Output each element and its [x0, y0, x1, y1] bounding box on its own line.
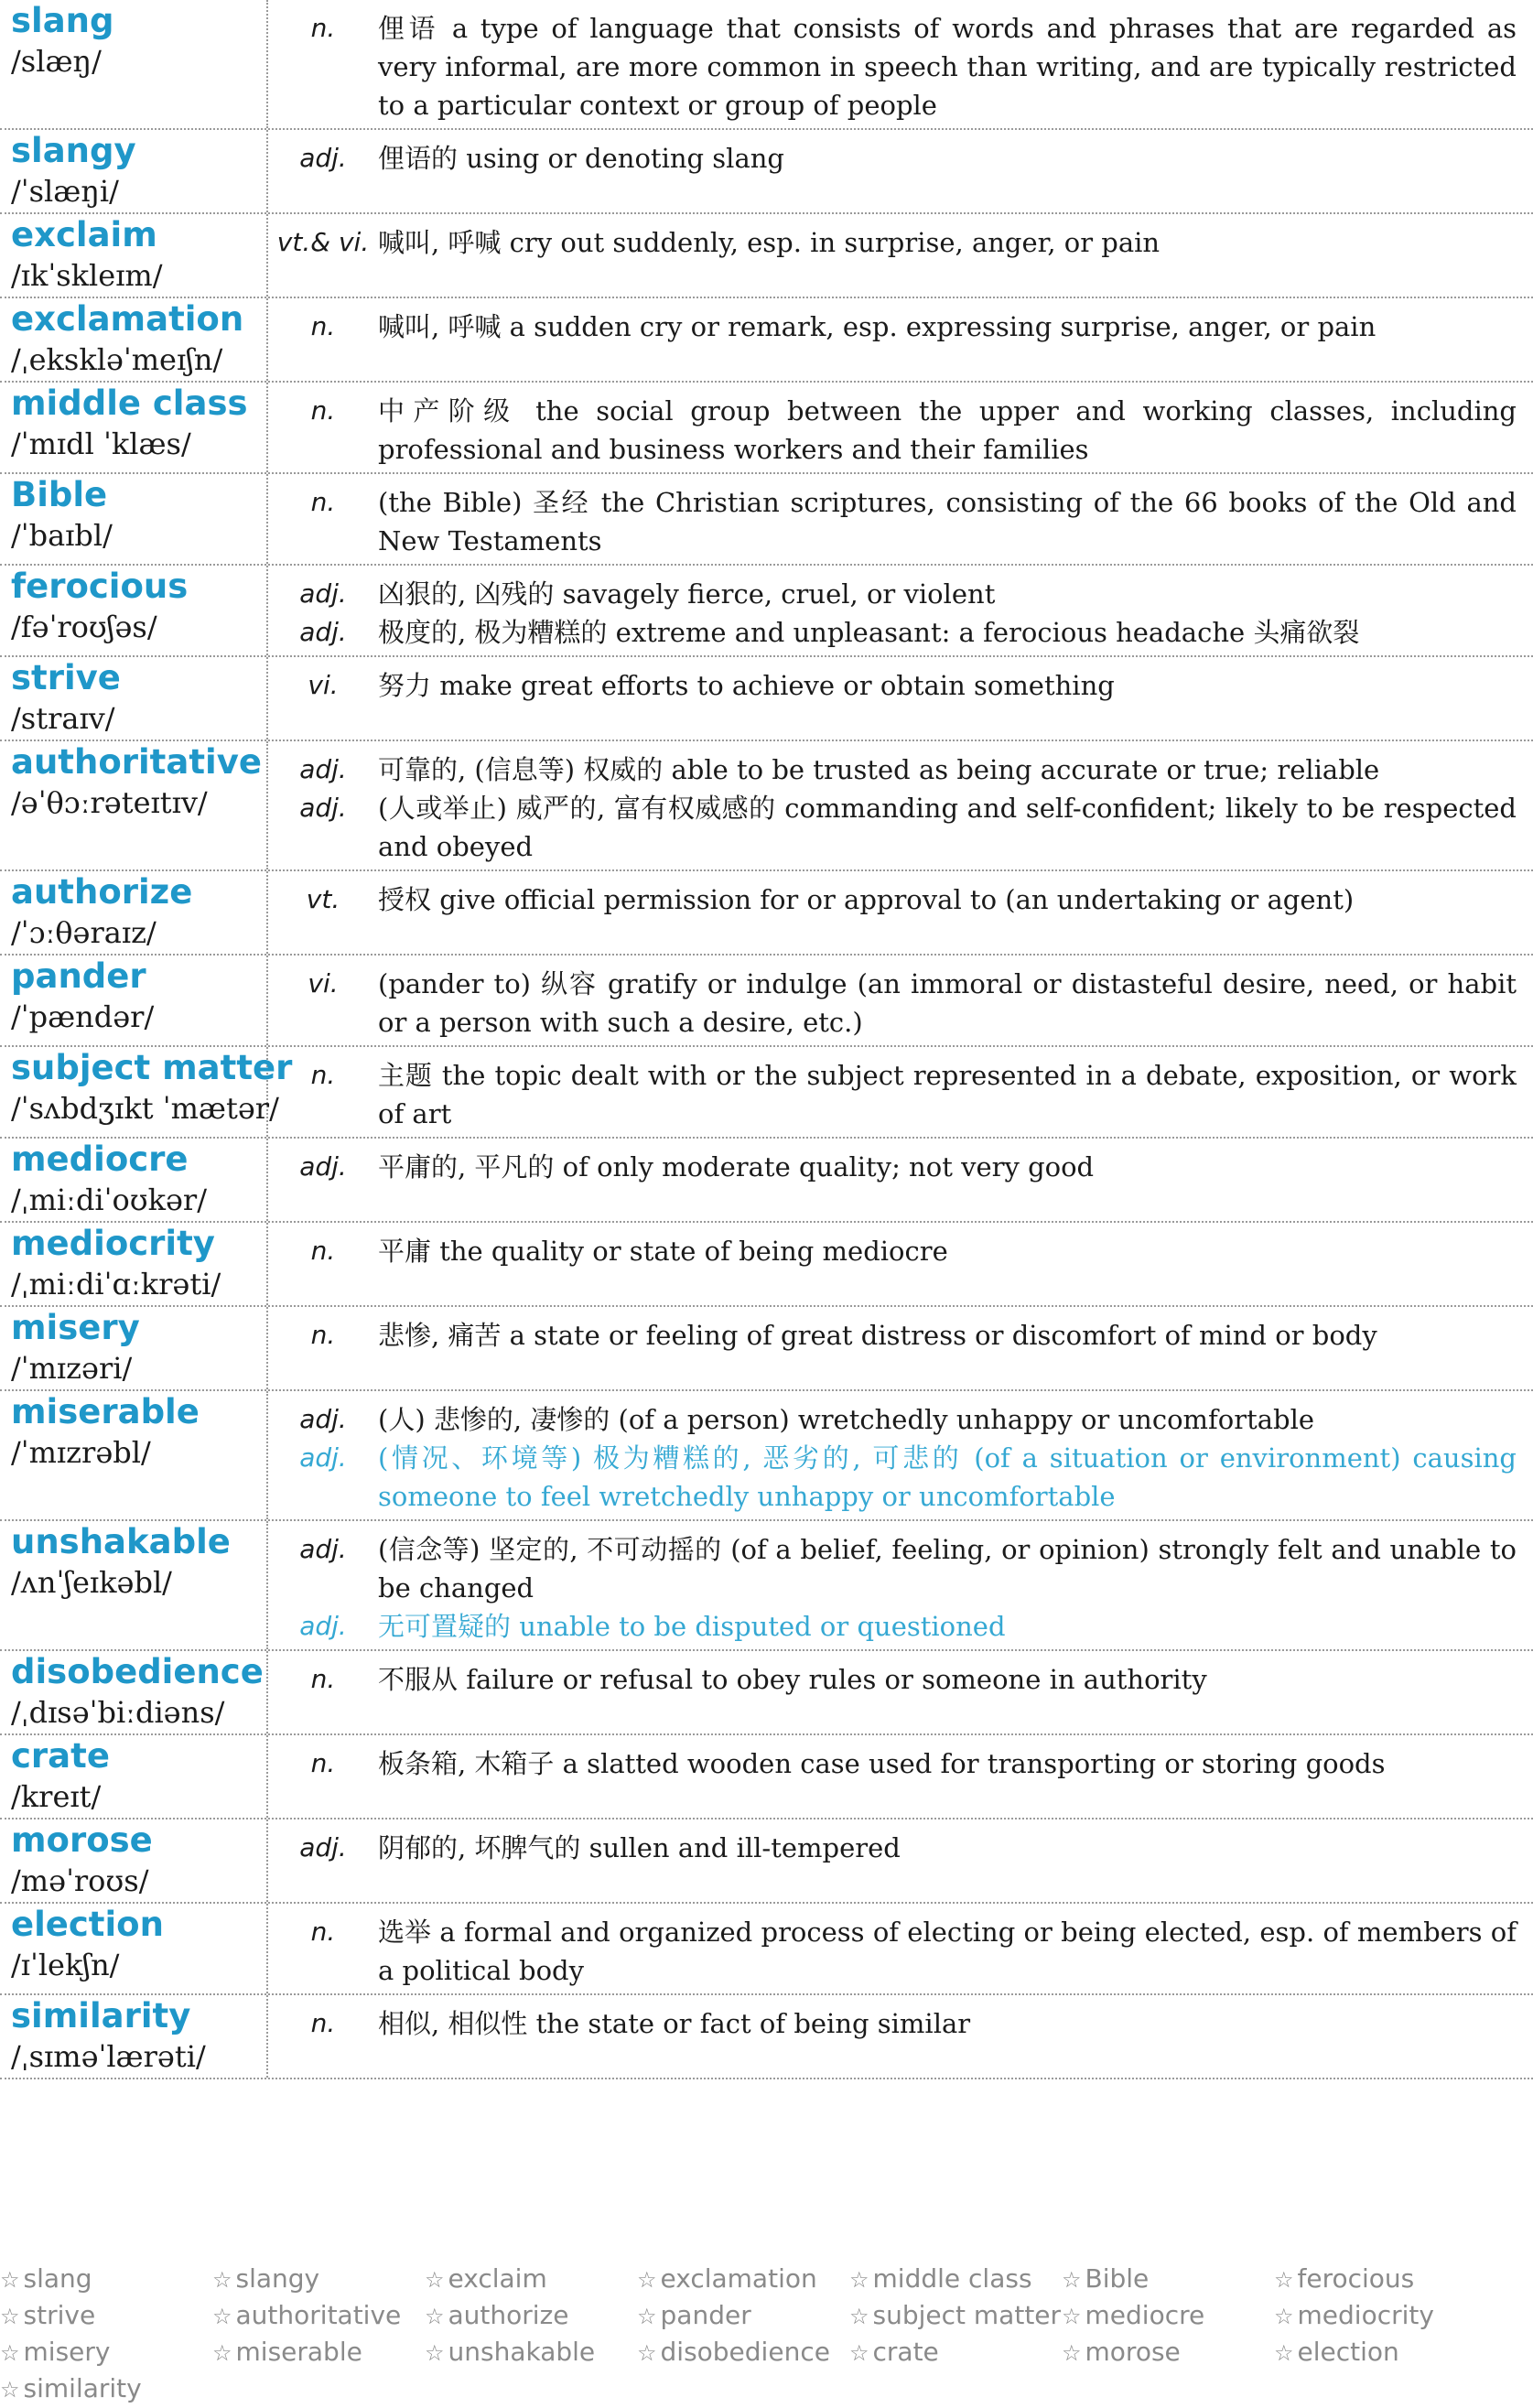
sense — [268, 750, 1517, 789]
part-of-speech: n. — [310, 1060, 336, 1090]
sense — [268, 789, 1517, 866]
part-of-speech: adj. — [299, 754, 347, 784]
definition-text: 俚语的 using or denoting slang — [378, 143, 784, 174]
word-cell — [0, 1521, 268, 1649]
entry-row — [0, 1307, 1533, 1391]
checklist-word: slang — [23, 2263, 92, 2294]
checklist-item[interactable] — [849, 2297, 1062, 2334]
headword: morose — [11, 1820, 153, 1860]
checklist-row — [0, 2297, 1533, 2334]
phonetic: /ˈslæŋi/ — [11, 174, 119, 209]
checklist-word: exclaim — [448, 2263, 547, 2294]
phonetic: /ˌmiːdiˈɑːkrəti/ — [11, 1267, 221, 1301]
star-icon: ☆ — [637, 2267, 657, 2293]
definition-cell — [268, 1307, 1533, 1389]
star-icon: ☆ — [1274, 2304, 1294, 2329]
checklist-item[interactable] — [425, 2334, 637, 2370]
checklist-item[interactable] — [637, 2334, 849, 2370]
definition-text: (人或举止) 威严的, 富有权威感的 commanding and self-confident; likely to be respected and obeyed — [378, 793, 1517, 862]
sense — [268, 666, 1517, 705]
headword: Bible — [11, 475, 108, 514]
definition-cell — [268, 1735, 1533, 1818]
definition-text: (情况、环境等) 极为糟糕的, 恶劣的, 可悲的 (of a situation or environment) causing someone to feel wretchedly unhappy or uncomfortable — [378, 1442, 1517, 1512]
checklist-item[interactable] — [1274, 2297, 1486, 2334]
star-icon: ☆ — [849, 2340, 869, 2366]
part-of-speech: vt. — [306, 884, 340, 914]
headword: exclamation — [11, 299, 244, 339]
definition-text: 不服从 failure or refusal to obey rules or someone in authority — [378, 1664, 1207, 1695]
sense — [268, 1660, 1517, 1699]
word-cell — [0, 1307, 268, 1389]
checklist-word: election — [1297, 2337, 1399, 2367]
word-cell — [0, 1047, 293, 1137]
checklist-item[interactable] — [1274, 2334, 1486, 2370]
entry-row — [0, 871, 1533, 956]
checklist-word: morose — [1085, 2337, 1181, 2367]
phonetic: /ˈɔːθəraɪz/ — [11, 915, 157, 950]
definition-text: 选举 a formal and organized process of electing or being elected, esp. of members of a political body — [378, 1917, 1517, 1986]
sense — [268, 1913, 1517, 1990]
part-of-speech: n. — [310, 1320, 336, 1350]
part-of-speech: n. — [310, 13, 336, 43]
headword: election — [11, 1905, 164, 1944]
word-cell — [0, 956, 268, 1045]
checklist-word: authorize — [448, 2300, 569, 2330]
part-of-speech: adj. — [299, 1611, 347, 1641]
part-of-speech: vt.& vi. — [276, 227, 370, 257]
part-of-speech: adj. — [299, 1442, 347, 1473]
part-of-speech: n. — [310, 1917, 336, 1947]
definition-text: (信念等) 坚定的, 不可动摇的 (of a belief, feeling, or opinion) strongly felt and unable to be changed — [378, 1534, 1517, 1604]
headword: pander — [11, 956, 146, 996]
part-of-speech: n. — [310, 311, 336, 341]
sense — [268, 1148, 1517, 1186]
definition-cell — [268, 1047, 1533, 1137]
word-cell — [0, 1223, 268, 1305]
definition-cell — [268, 956, 1533, 1045]
definition-cell — [268, 214, 1533, 297]
part-of-speech: n. — [310, 1664, 336, 1694]
star-icon: ☆ — [1062, 2267, 1082, 2293]
checklist-word: pander — [660, 2300, 751, 2330]
entry-row — [0, 1651, 1533, 1735]
definition-cell — [268, 1904, 1533, 1993]
part-of-speech: adj. — [299, 1151, 347, 1182]
entry-row — [0, 298, 1533, 383]
phonetic: /ˌsɪməˈlærəti/ — [11, 2039, 206, 2074]
definition-text: 相似, 相似性 the state or fact of being similar — [378, 2008, 971, 2039]
phonetic: /ˈpændər/ — [11, 999, 155, 1034]
entry-row — [0, 383, 1533, 474]
entry-row — [0, 0, 1533, 130]
headword: authorize — [11, 872, 193, 912]
star-icon: ☆ — [0, 2377, 20, 2403]
checklist-item[interactable] — [425, 2297, 637, 2334]
sense — [268, 1400, 1517, 1439]
definition-cell — [268, 0, 1533, 128]
phonetic: /ˈbaɪbl/ — [11, 518, 113, 553]
checklist-word: misery — [23, 2337, 111, 2367]
star-icon: ☆ — [849, 2304, 869, 2329]
definition-text: 凶狠的, 凶残的 savagely fierce, cruel, or violent — [378, 578, 996, 610]
definition-text: 可靠的, (信息等) 权威的 able to be trusted as being accurate or true; reliable — [378, 754, 1380, 785]
phonetic: /straɪv/ — [11, 701, 115, 736]
entry-row — [0, 1391, 1533, 1521]
definition-cell — [268, 1139, 1533, 1221]
definition-cell — [268, 130, 1533, 212]
phonetic: /ˈmɪdl ˈklæs/ — [11, 427, 191, 461]
definition-text: (the Bible) 圣经 the Christian scriptures, consisting of the 66 books of the Old and New Testaments — [378, 487, 1517, 556]
word-cell — [0, 1391, 268, 1519]
part-of-speech: n. — [310, 395, 336, 426]
checklist-word: mediocrity — [1297, 2300, 1434, 2330]
checklist-word: ferocious — [1297, 2263, 1415, 2294]
checklist-word: Bible — [1085, 2263, 1150, 2294]
definition-cell — [268, 1819, 1533, 1902]
sense — [268, 1530, 1517, 1607]
phonetic: /ˈsʌbdʒɪkt ˈmætər/ — [11, 1091, 279, 1126]
sense — [268, 1829, 1517, 1867]
definition-cell — [268, 1391, 1533, 1519]
entry-row — [0, 1521, 1533, 1651]
phonetic: /ɪkˈskleɪm/ — [11, 258, 163, 293]
sense — [268, 965, 1517, 1042]
headword: miserable — [11, 1392, 200, 1431]
definition-text: 努力 make great efforts to achieve or obtain something — [378, 670, 1115, 701]
part-of-speech: adj. — [299, 617, 347, 647]
checklist-item[interactable] — [0, 2297, 212, 2334]
phonetic: /əˈθɔːrəteɪtɪv/ — [11, 785, 208, 820]
word-cell — [0, 383, 268, 472]
part-of-speech: n. — [310, 1236, 336, 1266]
sense — [268, 1056, 1517, 1133]
entry-row — [0, 474, 1533, 566]
headword: slangy — [11, 131, 136, 170]
star-icon: ☆ — [425, 2340, 445, 2366]
definition-cell — [268, 1651, 1533, 1733]
phonetic: /ˌdɪsəˈbiːdiəns/ — [11, 1695, 225, 1730]
word-cell — [0, 130, 268, 212]
headword: unshakable — [11, 1522, 231, 1561]
checklist-word: similarity — [23, 2373, 142, 2403]
sense — [268, 1607, 1517, 1646]
part-of-speech: n. — [310, 2008, 336, 2038]
entry-row — [0, 566, 1533, 657]
definition-text: 平庸 the quality or state of being mediocre — [378, 1236, 948, 1267]
checklist-row — [0, 2370, 1533, 2407]
sense — [268, 1744, 1517, 1783]
word-cell — [0, 1735, 268, 1818]
star-icon: ☆ — [0, 2340, 20, 2366]
sense — [268, 2004, 1517, 2043]
checklist-item[interactable] — [1274, 2261, 1486, 2297]
checklist-word: exclamation — [660, 2263, 817, 2294]
checklist-item[interactable] — [425, 2261, 637, 2297]
word-cell — [0, 0, 268, 128]
checklist-word: miserable — [235, 2337, 362, 2367]
definition-cell — [268, 657, 1533, 740]
star-icon: ☆ — [212, 2304, 232, 2329]
definition-text: 无可置疑的 unable to be disputed or questioned — [378, 1611, 1006, 1642]
star-icon: ☆ — [1062, 2340, 1082, 2366]
checklist-item[interactable] — [212, 2261, 425, 2297]
entry-row — [0, 214, 1533, 298]
sense — [268, 139, 1517, 178]
headword: crate — [11, 1736, 110, 1776]
sense — [268, 1439, 1517, 1516]
sense — [268, 1316, 1517, 1355]
sense — [268, 880, 1517, 919]
entry-row — [0, 1223, 1533, 1307]
definition-cell — [268, 871, 1533, 954]
word-cell — [0, 298, 268, 381]
checklist-item[interactable] — [1062, 2297, 1274, 2334]
word-cell — [0, 1904, 268, 1993]
checklist-item[interactable] — [637, 2297, 849, 2334]
definition-text: 俚语 a type of language that consists of words and phrases that are regarded as very informal, are more common in speech than writing, and are typically restricted to a particular context or group of people — [378, 13, 1517, 121]
headword: misery — [11, 1308, 140, 1347]
sense — [268, 223, 1517, 262]
definition-cell — [268, 1223, 1533, 1305]
phonetic: /məˈroʊs/ — [11, 1863, 149, 1898]
entry-row — [0, 130, 1533, 214]
word-cell — [0, 871, 268, 954]
word-cell — [0, 1819, 268, 1902]
definition-text: 喊叫, 呼喊 cry out suddenly, esp. in surprise, anger, or pain — [378, 227, 1161, 258]
definition-text: 主题 the topic dealt with or the subject represented in a debate, exposition, or work of art — [378, 1060, 1517, 1129]
star-icon: ☆ — [1274, 2267, 1294, 2293]
definition-cell — [268, 474, 1533, 564]
checklist-row — [0, 2334, 1533, 2370]
checklist-word: unshakable — [448, 2337, 596, 2367]
part-of-speech: adj. — [299, 793, 347, 823]
star-icon: ☆ — [637, 2304, 657, 2329]
headword: authoritative — [11, 742, 262, 782]
entry-row — [0, 1819, 1533, 1904]
definition-text: 悲惨, 痛苦 a state or feeling of great distress or discomfort of mind or body — [378, 1320, 1377, 1351]
definition-text: 板条箱, 木箱子 a slatted wooden case used for transporting or storing goods — [378, 1748, 1386, 1779]
phonetic: /ˌmiːdiˈoʊkər/ — [11, 1182, 207, 1217]
star-icon: ☆ — [637, 2340, 657, 2366]
definition-cell — [268, 298, 1533, 381]
headword: strive — [11, 658, 121, 697]
part-of-speech: vi. — [308, 670, 339, 700]
word-cell — [0, 1995, 268, 2078]
star-icon: ☆ — [425, 2267, 445, 2293]
checklist-item[interactable] — [212, 2297, 425, 2334]
definition-cell — [268, 741, 1533, 869]
part-of-speech: adj. — [299, 1534, 347, 1564]
definition-cell — [268, 1995, 1533, 2078]
sense — [268, 1232, 1517, 1270]
word-cell — [0, 474, 268, 564]
star-icon: ☆ — [212, 2340, 232, 2366]
word-cell — [0, 214, 268, 297]
checklist-item[interactable] — [1062, 2334, 1274, 2370]
part-of-speech: n. — [310, 1748, 336, 1778]
sense — [268, 575, 1517, 613]
entry-row — [0, 1047, 1533, 1139]
checklist-word: slangy — [235, 2263, 320, 2294]
word-cell — [0, 657, 268, 740]
checklist-item[interactable] — [0, 2370, 212, 2407]
part-of-speech: n. — [310, 487, 336, 517]
phonetic: /kreɪt/ — [11, 1779, 102, 1814]
word-cell — [0, 1651, 268, 1733]
sense — [268, 9, 1517, 124]
entry-row — [0, 1995, 1533, 2079]
checklist-word: authoritative — [235, 2300, 402, 2330]
headword: mediocre — [11, 1139, 189, 1179]
definition-text: 喊叫, 呼喊 a sudden cry or remark, esp. expressing surprise, anger, or pain — [378, 311, 1376, 342]
entry-row — [0, 741, 1533, 871]
headword: slang — [11, 1, 114, 40]
checklist-word: crate — [872, 2337, 939, 2367]
entry-row — [0, 956, 1533, 1047]
definition-text: 阴郁的, 坏脾气的 sullen and ill-tempered — [378, 1832, 901, 1863]
part-of-speech: adj. — [299, 1832, 347, 1863]
sense — [268, 613, 1517, 652]
star-icon: ☆ — [849, 2267, 869, 2293]
part-of-speech: adj. — [299, 578, 347, 609]
checklist-word: disobedience — [660, 2337, 830, 2367]
star-icon: ☆ — [1274, 2340, 1294, 2366]
star-icon: ☆ — [0, 2304, 20, 2329]
star-icon: ☆ — [0, 2267, 20, 2293]
entry-row — [0, 1139, 1533, 1223]
word-cell — [0, 741, 268, 869]
headword: disobedience — [11, 1652, 264, 1691]
star-icon: ☆ — [212, 2267, 232, 2293]
headword: ferocious — [11, 567, 189, 606]
checklist-item[interactable] — [0, 2261, 212, 2297]
sense — [268, 308, 1517, 346]
part-of-speech: adj. — [299, 143, 347, 173]
star-icon: ☆ — [425, 2304, 445, 2329]
entry-row — [0, 1735, 1533, 1819]
part-of-speech: adj. — [299, 1404, 347, 1434]
definition-text: (pander to) 纵容 gratify or indulge (an immoral or distasteful desire, need, or habit or a person with such a desire, etc.) — [378, 968, 1517, 1038]
part-of-speech: vi. — [308, 968, 339, 999]
phonetic: /ʌnˈʃeɪkəbl/ — [11, 1565, 172, 1600]
definition-text: 授权 give official permission for or approval to (an undertaking or agent) — [378, 884, 1355, 915]
phonetic: /fəˈroʊʃəs/ — [11, 610, 157, 644]
sense — [268, 483, 1517, 560]
definition-text: (人) 悲惨的, 凄惨的 (of a person) wretchedly unhappy or uncomfortable — [378, 1404, 1315, 1435]
definition-cell — [268, 566, 1533, 655]
checklist-item[interactable] — [1062, 2261, 1274, 2297]
definition-text: 极度的, 极为糟糕的 extreme and unpleasant: a ferocious headache 头痛欲裂 — [378, 617, 1360, 648]
word-cell — [0, 566, 268, 655]
headword: mediocrity — [11, 1224, 215, 1263]
checklist-word: strive — [23, 2300, 96, 2330]
entry-row — [0, 1904, 1533, 1995]
checklist-item[interactable] — [849, 2261, 1062, 2297]
word-cell — [0, 1139, 268, 1221]
definition-text: 中产阶级 the social group between the upper and working classes, including professional and business workers and their families — [378, 395, 1517, 465]
entry-row — [0, 657, 1533, 741]
phonetic: /slæŋ/ — [11, 44, 102, 79]
definition-text: 平庸的, 平凡的 of only moderate quality; not very good — [378, 1151, 1095, 1182]
headword: subject matter — [11, 1048, 293, 1087]
sense — [268, 392, 1517, 469]
checklist-row — [0, 2261, 1533, 2297]
phonetic: /ˌekskləˈmeɪʃn/ — [11, 342, 223, 377]
checklist-item[interactable] — [849, 2334, 1062, 2370]
review-checklist — [0, 2261, 1533, 2407]
headword: exclaim — [11, 215, 157, 254]
phonetic: /ɪˈlekʃn/ — [11, 1948, 120, 1982]
definition-cell — [268, 1521, 1533, 1649]
phonetic: /ˈmɪzrəbl/ — [11, 1435, 151, 1470]
checklist-word: middle class — [872, 2263, 1032, 2294]
phonetic: /ˈmɪzəri/ — [11, 1351, 133, 1386]
checklist-item[interactable] — [637, 2261, 849, 2297]
checklist-word: subject matter — [872, 2300, 1062, 2330]
checklist-item[interactable] — [0, 2334, 212, 2370]
headword: middle class — [11, 383, 248, 423]
checklist-word: mediocre — [1085, 2300, 1205, 2330]
star-icon: ☆ — [1062, 2304, 1082, 2329]
headword: similarity — [11, 1996, 191, 2035]
checklist-item[interactable] — [212, 2334, 425, 2370]
definition-cell — [268, 383, 1533, 472]
